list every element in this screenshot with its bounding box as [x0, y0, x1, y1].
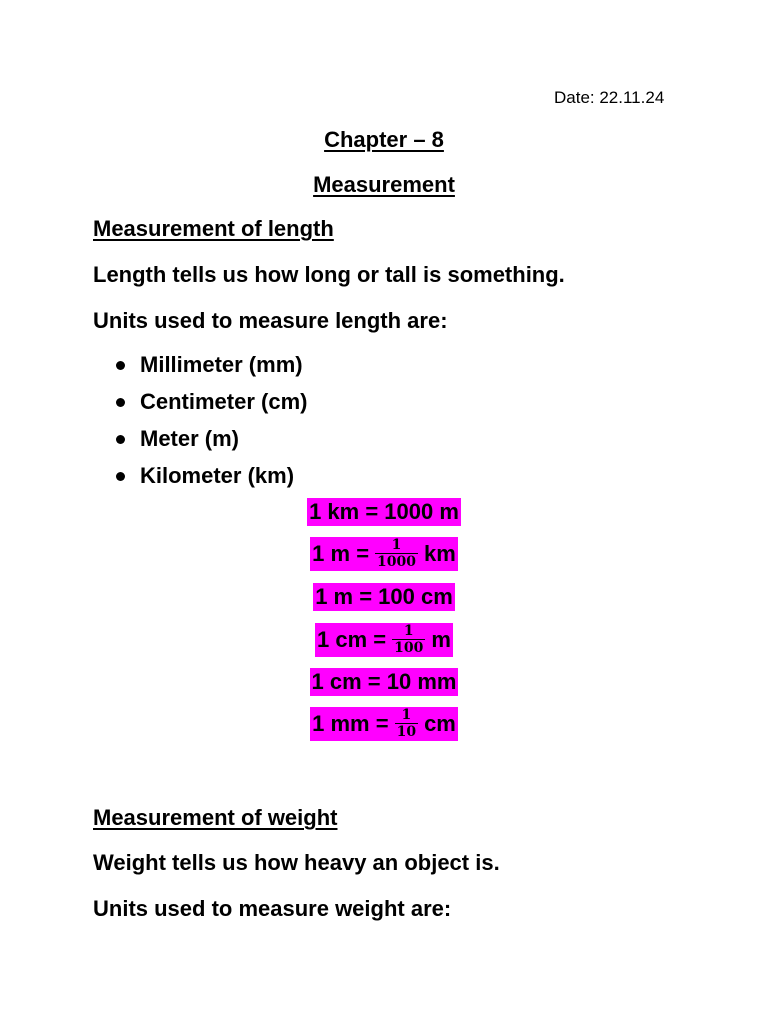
- conversion-cm-mm: 1 cm = 10 mm: [311, 669, 457, 694]
- conversion-m-cm: 1 m = 100 cm: [315, 584, 453, 609]
- conversion-row: [0, 616, 768, 664]
- fraction: [392, 624, 425, 656]
- fraction-numerator: 1: [391, 537, 402, 553]
- conversion-mm-cm: [310, 707, 458, 741]
- conversion-row: [0, 530, 768, 578]
- weight-heading: Measurement of weight: [93, 805, 338, 830]
- conversion-row: [0, 578, 768, 616]
- date-label: Date: 22.11.24: [554, 88, 665, 107]
- conversion-row: [0, 664, 768, 700]
- fraction-denominator: 1000: [377, 554, 417, 570]
- page-title-text: Measurement: [313, 172, 455, 197]
- length-units-list: [114, 350, 307, 498]
- conversion-row: [0, 700, 768, 748]
- conversion-row: [0, 494, 768, 530]
- fraction-denominator: 10: [396, 724, 417, 740]
- conversion-unit: m: [431, 627, 451, 652]
- list-item: Kilometer (km): [114, 461, 307, 498]
- fraction-numerator: 1: [403, 623, 414, 639]
- length-definition: Length tells us how long or tall is something.: [93, 262, 565, 287]
- conversion-left: 1 mm =: [312, 711, 389, 736]
- weight-definition: Weight tells us how heavy an object is.: [93, 850, 500, 875]
- conversion-left: 1 cm =: [317, 627, 387, 652]
- list-item: Millimeter (mm): [114, 350, 307, 387]
- conversion-unit: cm: [424, 711, 456, 736]
- fraction: [395, 708, 418, 740]
- conversion-left: 1 m =: [312, 541, 370, 566]
- list-item: Centimeter (cm): [114, 387, 307, 424]
- fraction-denominator: 100: [394, 640, 424, 656]
- fraction-numerator: 1: [401, 707, 412, 723]
- chapter-title-text: Chapter – 8: [324, 127, 444, 152]
- conversion-cm-m: [315, 623, 453, 657]
- page-title: [0, 172, 768, 198]
- length-units-intro: Units used to measure length are:: [93, 308, 448, 333]
- conversion-km-m: 1 km = 1000 m: [309, 499, 459, 524]
- conversion-m-km: [310, 537, 458, 571]
- chapter-title: [0, 127, 768, 153]
- list-item: Meter (m): [114, 424, 307, 461]
- length-heading: Measurement of length: [93, 216, 334, 241]
- conversion-unit: km: [424, 541, 456, 566]
- weight-units-intro: Units used to measure weight are:: [93, 896, 452, 921]
- fraction: [375, 538, 418, 570]
- conversion-list: [0, 494, 768, 748]
